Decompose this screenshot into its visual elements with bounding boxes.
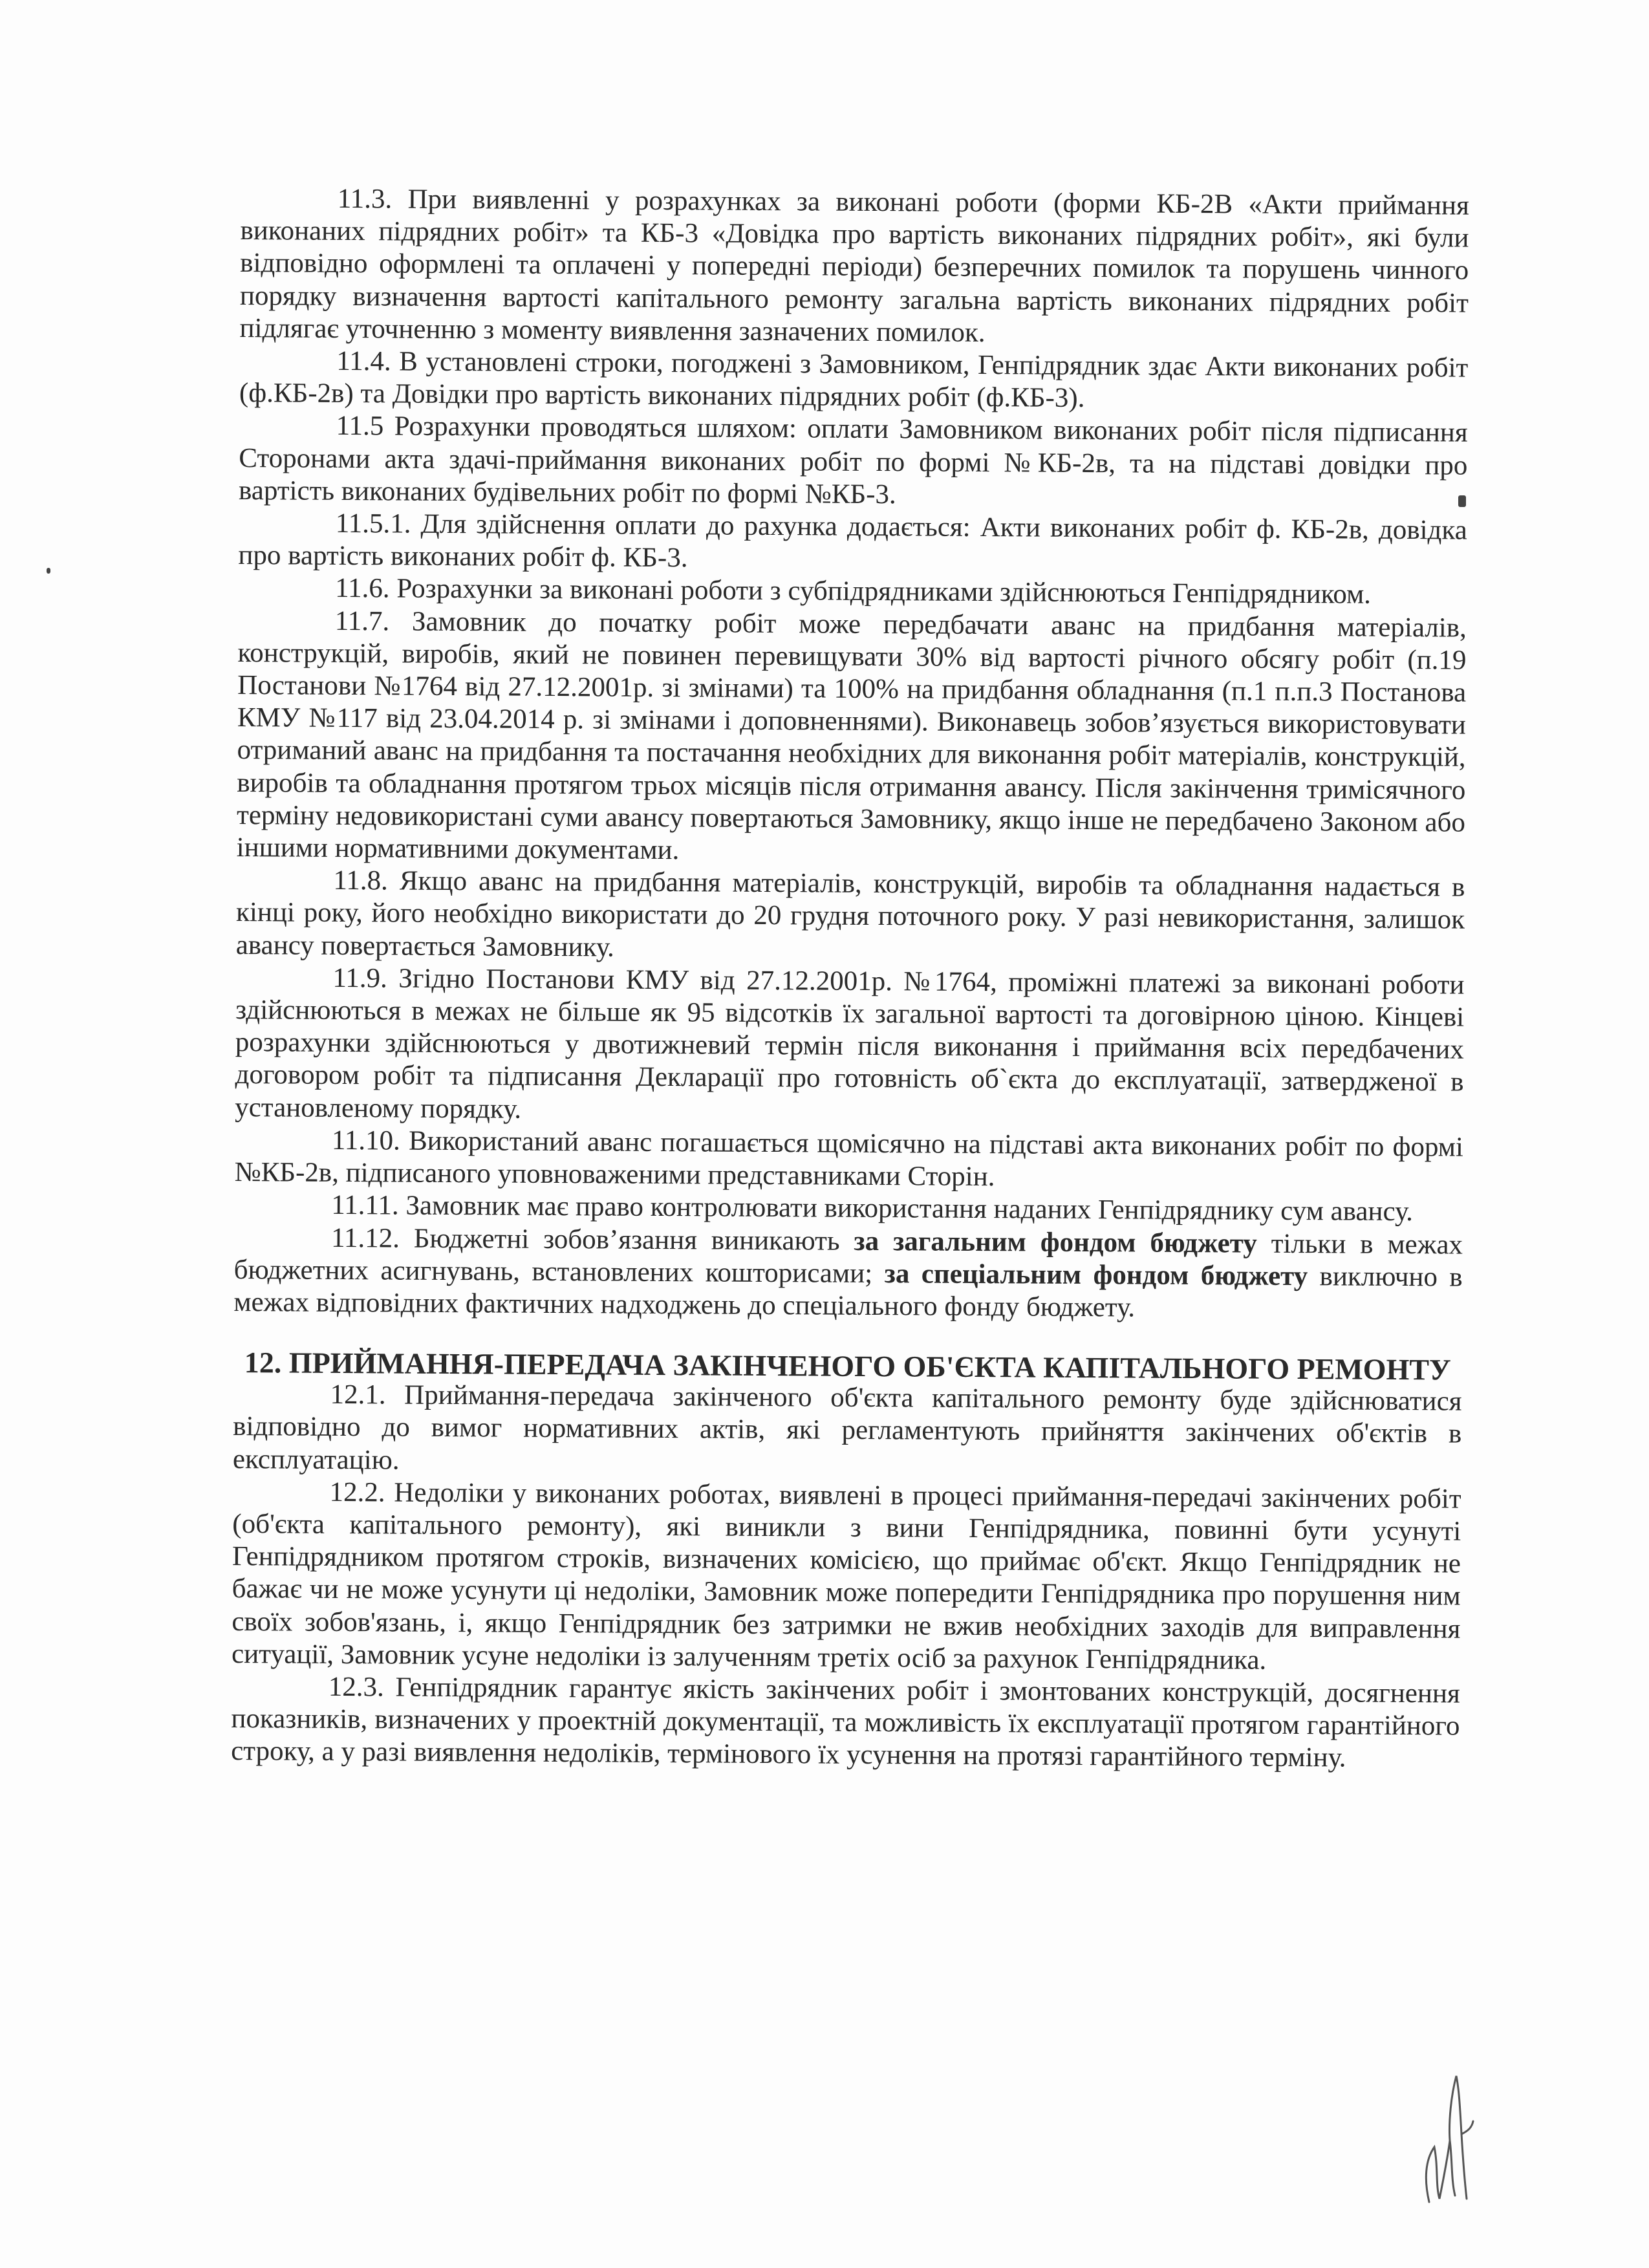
scan-speck (1458, 495, 1466, 507)
handwritten-signature (1410, 2069, 1487, 2212)
contract-text (231, 182, 1469, 1775)
clause-11-5-1: 11.5.1. Для здійснення оплати до рахунка додається: Акти виконаних робіт ф. КБ-2в, довідка про вартість виконаних робіт ф. КБ-3. (238, 508, 1467, 574)
clause-11-3: 11.3. При виявленні у розрахунках за виконані роботи (форми КБ-2В «Акти приймання виконаних підрядних робіт» та КБ-3 «Довідка про вартість виконаних підрядних робіт», які були відповідно оформлені та оплачені у попередні періоди) безперечних помилок та порушень чинного порядку визначення вартості капітального ремонту загальна вартість виконаних підрядних робіт підлягає уточненню з моменту виявлення зазначених помилок. (239, 183, 1469, 348)
clause-11-12-special-fund: за спеціальним фондом бюджету (884, 1258, 1308, 1291)
clause-12-1: 12.1. Приймання-передача закінченого об'єкта капітального ремонту буде здійснюватися відповідно до вимог нормативних актів, які регламентують прийняття закінчених об'єктів в експлуатацію. (232, 1379, 1462, 1476)
clause-11-9: 11.9. Згідно Постанови КМУ від 27.12.2001р. №1764, проміжні платежі за виконані роботи здійснюються в межах не більше як 95 відсотків їх загальної вартості та договірною ціною. Кінцеві розрахунки здійснюються у двотижневий термін після виконання і приймання всіх передбачених договором робіт та підписання Декларації про готовність об`єкта до експлуатації, затвердженої в установленому порядку. (235, 962, 1465, 1125)
clause-12-3: 12.3. Генпідрядник гарантує якість закінчених робіт і змонтованих конструкцій, досягнення показників, визначених у проектній документації, та можливість їх експлуатації протягом гарантійного строку, а у разі виявлення недоліків, термінового їх усунення на протязі гарантійного терміну. (231, 1671, 1460, 1773)
clause-11-8: 11.8. Якщо аванс на придбання матеріалів, конструкцій, виробів та обладнання надається в кінці року, його необхідно використати до 20 грудня поточного року. У разі невикористання, залишок авансу повертається Замовнику. (235, 865, 1465, 963)
clause-11-11: 11.11. Замовник має право контролювати використання наданих Генпідряднику сум авансу. (331, 1190, 1414, 1227)
clause-11-12-mid: тільки в межах бюджетних асигнувань, встановлених кошторисами; (233, 1228, 1463, 1289)
clause-11-7: 11.7. Замовник до початку робіт може передбачати аванс на придбання матеріалів, конструкцій, виробів, який не повинен перевищувати 30% від вартості річного обсягу робіт (п.19 Постанови №1764 від 27.12.2001р. зі змінами) та 100% на придбання обладнання (п.1 п.п.3 Постанова КМУ №117 від 23.04.2014 р. зі змінами і доповненнями). Виконавець зобов’язується використовувати отриманий аванс на придбання та постачання необхідних для виконання робіт матеріалів, конструкцій, виробів та обладнання протягом трьох місяців після отримання авансу. Після закінчення тримісячного терміну недовикористані суми авансу повертаються Замовнику, якщо інше не передбачено Законом або іншими нормативними документами. (236, 605, 1467, 866)
clause-11-10: 11.10. Використаний аванс погашається щомісячно на підставі акта виконаних робіт по формі №КБ-2в, підписаного уповноваженими представниками Сторін. (234, 1125, 1464, 1193)
clause-11-12 (233, 1221, 1463, 1326)
clause-11-12-end: виключно в межах відповідних фактичних надходжень до спеціального фонду бюджету. (233, 1260, 1463, 1323)
scan-speck (47, 568, 50, 574)
clause-11-4: 11.4. В установлені строки, погоджені з Замовником, Генпідрядник здає Акти виконаних робіт (ф.КБ-2в) та Довідки про вартість виконаних підрядних робіт (ф.КБ-3). (239, 345, 1469, 414)
clause-11-12-general-fund: за загальним фондом бюджету (854, 1226, 1257, 1259)
clause-11-12-start: 11.12. Бюджетні зобов’язання виникають (330, 1222, 854, 1257)
clause-11-5: 11.5 Розрахунки проводяться шляхом: оплати Замовником виконаних робіт після підписання Сторонами акта здачі-приймання виконаних робіт по формі №КБ-2в, та на підставі довідки про вартість виконаних будівельних робіт по формі №КБ-3. (238, 411, 1468, 510)
clause-12-2: 12.2. Недоліки у виконаних роботах, виявлені в процесі приймання-передачі закінчених робіт (об'єкта капітального ремонту), які виникли з вини Генпідрядника, повинні бути усунуті Генпідрядником протягом строків, визначених комісією, що приймає об'єкт. Якщо Генпідрядник не бажає чи не може усунути ці недоліки, Замовник може попередити Генпідрядника про порушення ним своїх зобов'язань, і, якщо Генпідрядник без затримки не вжив необхідних заходів для виправлення ситуації, Замовник усуне недоліки із залученням третіх осіб за рахунок Генпідрядника. (231, 1476, 1461, 1676)
clause-11-6: 11.6. Розрахунки за виконані роботи з субпідрядниками здійснюються Генпідрядником. (335, 573, 1372, 610)
section-12-heading: 12. ПРИЙМАННЯ-ПЕРЕДАЧА ЗАКІНЧЕНОГО ОБ'ЄКТА КАПІТАЛЬНОГО РЕМОНТУ (244, 1346, 1451, 1387)
